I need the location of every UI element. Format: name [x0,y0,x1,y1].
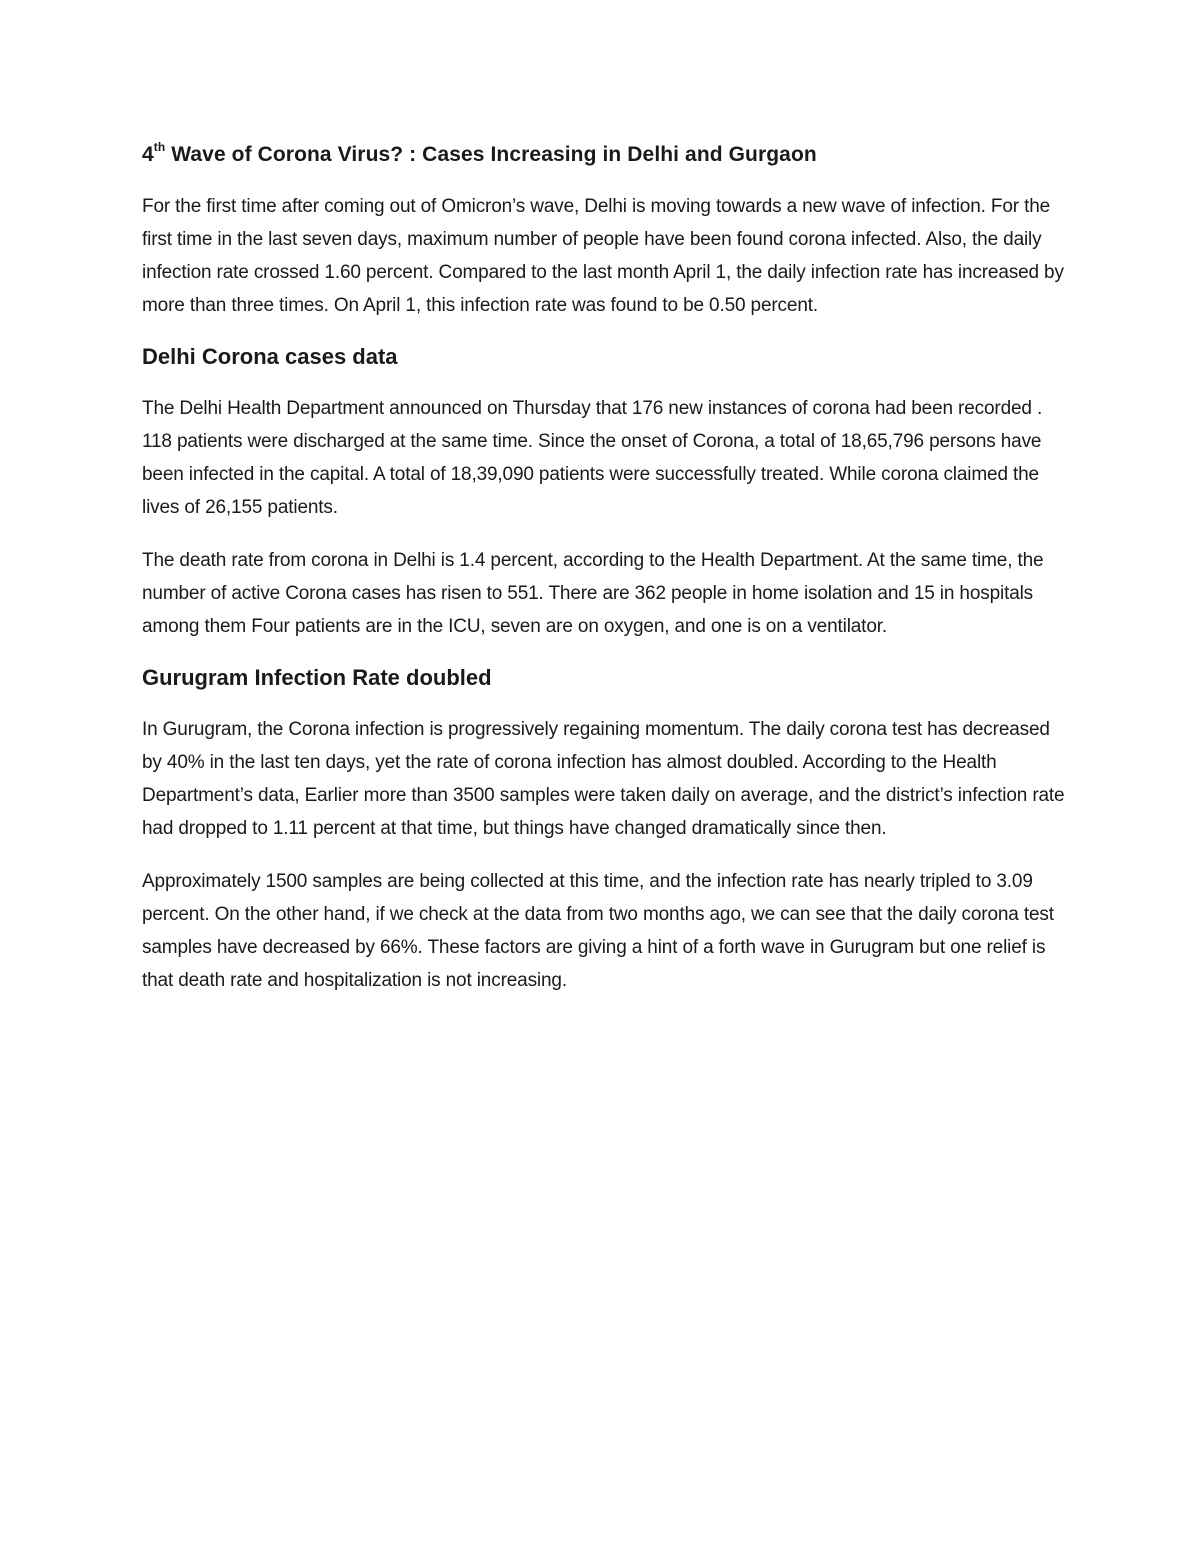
gurugram-paragraph-1: In Gurugram, the Corona infection is progressively regaining momentum. The daily corona test has decreased by 40% in the last ten days, yet the rate of corona infection has almost doubled. According to the Health Department’s data, Earlier more than 3500 samples were taken daily on average, and the district’s infection rate had dropped to 1.11 percent at that time, but things have changed dramatically since then. [142,719,1065,839]
title-number: 4 [142,143,154,166]
section-heading-delhi: Delhi Corona cases data [142,344,398,369]
gurugram-paragraph-2: Approximately 1500 samples are being collected at this time, and the infection rate has nearly tripled to 3.09 percent. On the other hand, if we check at the data from two months ago, we can see that the daily corona test samples have decreased by 66%. These factors are giving a hint of a forth wave in Gurugram but one relief is that death rate and hospitalization is not increasing. [142,871,1054,991]
section-heading-gurugram: Gurugram Infection Rate doubled [142,665,492,690]
intro-paragraph: For the first time after coming out of Omicron’s wave, Delhi is moving towards a new wave of infection. For the first time in the last seven days, maximum number of people have been found corona infected. Also, the daily infection rate crossed 1.60 percent. Compared to the last month April 1, the daily infection rate has increased by more than three times. On April 1, this infection rate was found to be 0.50 percent. [142,196,1064,316]
document-body [142,140,1067,1017]
title-superscript: th [153,140,166,154]
document-title [142,140,1067,170]
delhi-paragraph-2: The death rate from corona in Delhi is 1.4 percent, according to the Health Department. At the same time, the number of active Corona cases has risen to 551. There are 362 people in home isolation and 15 in hospitals among them Four patients are in the ICU, seven are on oxygen, and one is on a ventilator. [142,550,1044,637]
title-text: Wave of Corona Virus? : Cases Increasing in Delhi and Gurgaon [165,143,817,166]
delhi-paragraph-1: The Delhi Health Department announced on Thursday that 176 new instances of corona had been recorded . 118 patients were discharged at the same time. Since the onset of Corona, a total of 18,65,796 persons have been infected in the capital. A total of 18,39,090 patients were successfully treated. While corona claimed the lives of 26,155 patients. [142,398,1043,518]
